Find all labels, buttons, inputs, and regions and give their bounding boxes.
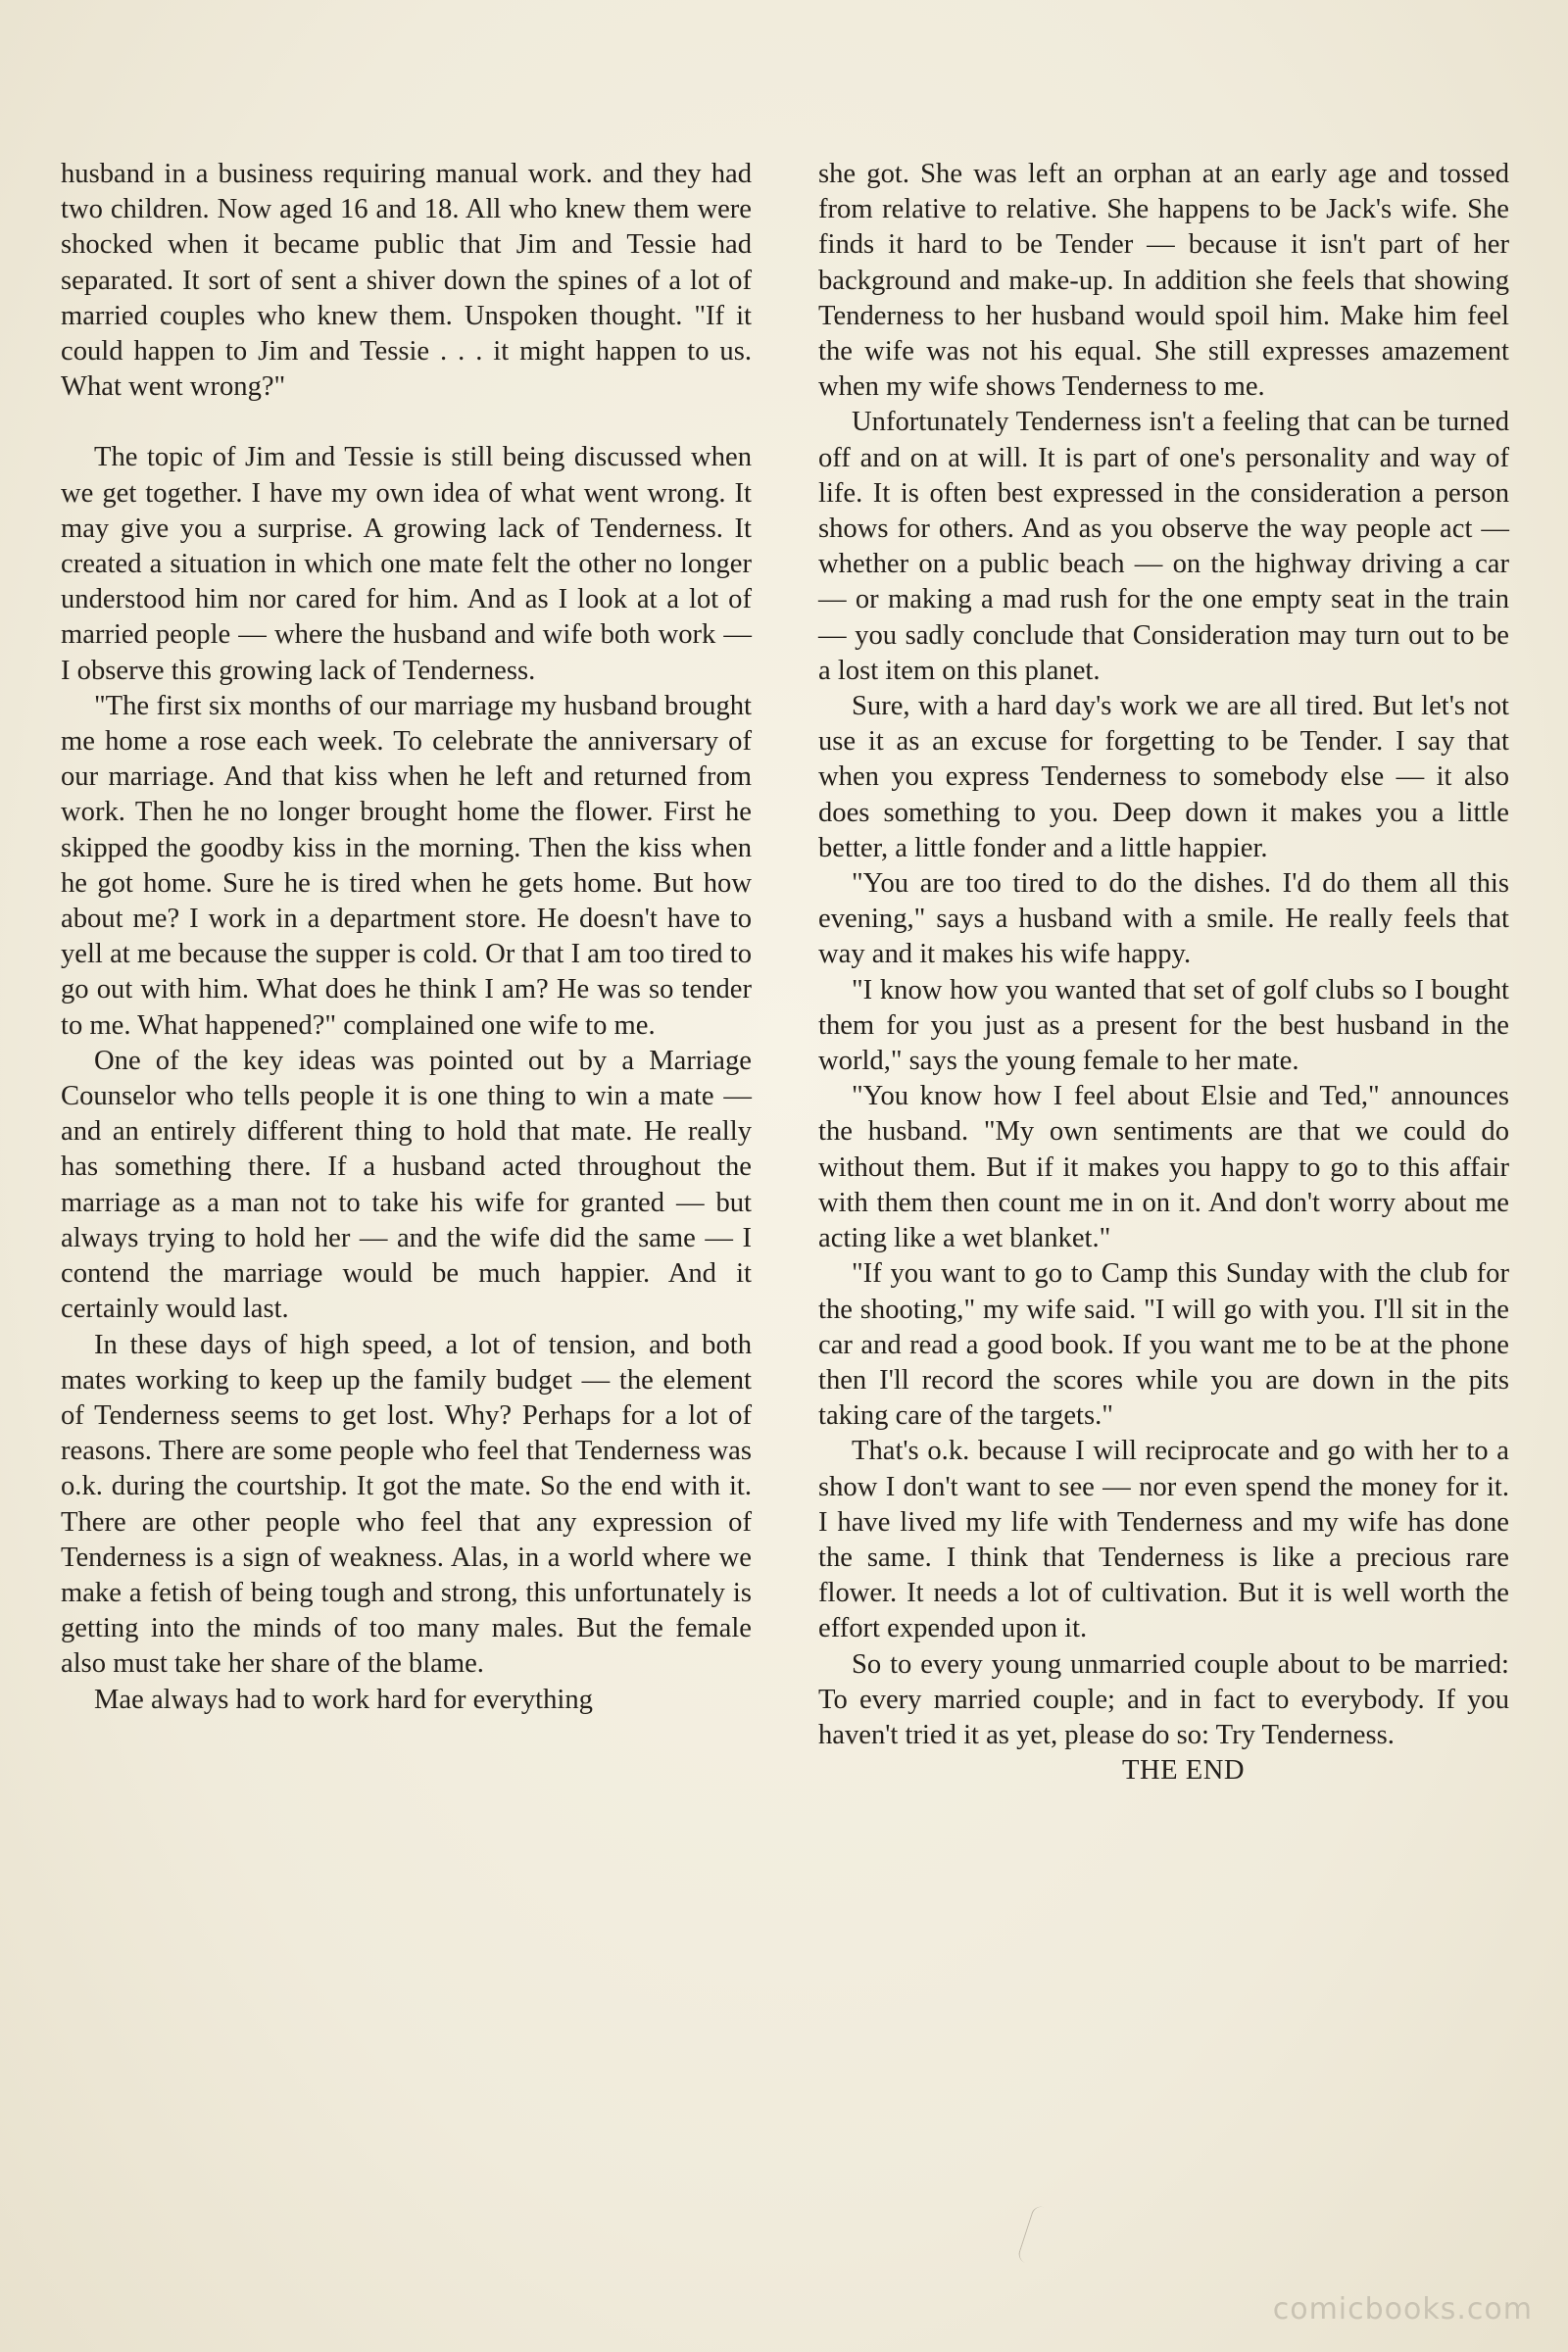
paragraph: Mae always had to work hard for everything (94, 1684, 593, 1715)
right-column (818, 157, 1509, 1788)
paper-crease-mark (1016, 2204, 1049, 2265)
paragraph: she got. She was left an orphan at an early age and tossed from relative to relative. She happens to be Jack's wife. She finds it hard to be Tender — because it isn't part of her background and make-up. In addition she feels that showing Tenderness to her husband would spoil him. Make him feel the wife was not his equal. She still expresses amazement when my wife shows Tenderness to me. (818, 159, 1509, 403)
paragraph: The topic of Jim and Tessie is still being discussed when we get together. I have my own idea of what went wrong. It may give you a surprise. A growing lack of Tenderness. It created a situation in which one mate felt the other no longer understood him nor cared for him. And as I look at a lot of married people — where the husband and wife both work — I observe this growing lack of Tenderness. (61, 442, 752, 686)
paragraph: So to every young unmarried couple about to be married: To every married couple; and in fact to everybody. If you haven't tried it as yet, please do so: Try Tenderness. (818, 1648, 1509, 1750)
paragraph: One of the key ideas was pointed out by a Marriage Counselor who tells people it is one thing to win a mate — and an entirely different thing to hold that mate. He really has something there. If a husband acted throughout the marriage as a man not to take his wife for granted — but always trying to hold her — and the wife did the same — I contend the marriage would be much happier. And it certainly would last. (61, 1045, 752, 1325)
the-end-label: THE END (1122, 1755, 1245, 1787)
paragraph: "The first six months of our marriage my husband brought me home a rose each week. To celebrate the anniversary of our marriage. And that kiss when he left and returned from work. Then he no longer brought home the flower. First he skipped the goodby kiss in the morning. Then the kiss when he got home. Sure he is tired when he gets home. But how about me? I work in a department store. He doesn't have to yell at me because the supper is cold. Or that I am too tired to go out with him. What does he think I am? He was so tender to me. What happened?" complained one wife to me. (61, 690, 752, 1041)
paragraph: "You know how I feel about Elsie and Ted," announces the husband. "My own sentiments are that we could do without them. But if it makes you happy to go to this affair with them then count me in on it. And don't worry about me acting like a wet blanket." (818, 1081, 1509, 1254)
paragraph: "If you want to go to Camp this Sunday with the club for the shooting," my wife said. "I will go with you. I'll sit in the car and read a good book. If you want me to be at the phone then I'll record the scores while you are down in the pits taking care of the targets." (818, 1258, 1509, 1432)
paragraph: Unfortunately Tenderness isn't a feeling that can be turned off and on at will. It is part of one's personality and way of life. It is often best expressed in the consideration a person shows for others. And as you observe the way people act — whether on a public beach — on the highway driving a car — or making a mad rush for the one empty seat in the train — you sadly conclude that Consideration may turn out to be a lost item on this planet. (818, 407, 1509, 686)
paragraph: That's o.k. because I will reciprocate and go with her to a show I don't want to see — nor even spend the money for it. I have lived my life with Tenderness and my wife has done the same. I think that Tenderness is like a precious rare flower. It needs a lot of cultivation. But it is well worth the effort expended upon it. (818, 1436, 1509, 1644)
paragraph: husband in a business requiring manual work. and they had two children. Now aged 16 and 18. All who knew them were shocked when it became public that Jim and Tessie had separated. It sort of sent a shiver down the spines of a lot of married couples who knew them. Unspoken thought. "If it could happen to Jim and Tessie . . . it might happen to us. What went wrong?" (61, 159, 752, 403)
left-column (61, 157, 752, 1718)
watermark: comicbooks.com (1272, 2292, 1533, 2327)
paragraph: "I know how you wanted that set of golf clubs so I bought them for you just as a present for the best husband in the world," says the young female to her mate. (818, 974, 1509, 1077)
paragraph: Sure, with a hard day's work we are all tired. But let's not use it as an excuse for forgetting to be Tender. I say that when you express Tenderness to somebody else — it also does something to you. Deep down it makes you a little better, a little fonder and a little happier. (818, 691, 1509, 863)
paragraph: In these days of high speed, a lot of tension, and both mates working to keep up the family budget — the element of Tenderness seems to get lost. Why? Perhaps for a lot of reasons. There are some people who feel that Tenderness was o.k. during the courtship. It got the mate. So the end with it. There are other people who feel that any expression of Tenderness is a sign of weakness. Alas, in a world where we make a fetish of being tough and strong, this unfortunately is getting into the minds of too many males. But the female also must take her share of the blame. (61, 1329, 752, 1680)
paragraph: "You are too tired to do the dishes. I'd do them all this evening," says a husband with a smile. He really feels that way and it makes his wife happy. (818, 868, 1509, 970)
